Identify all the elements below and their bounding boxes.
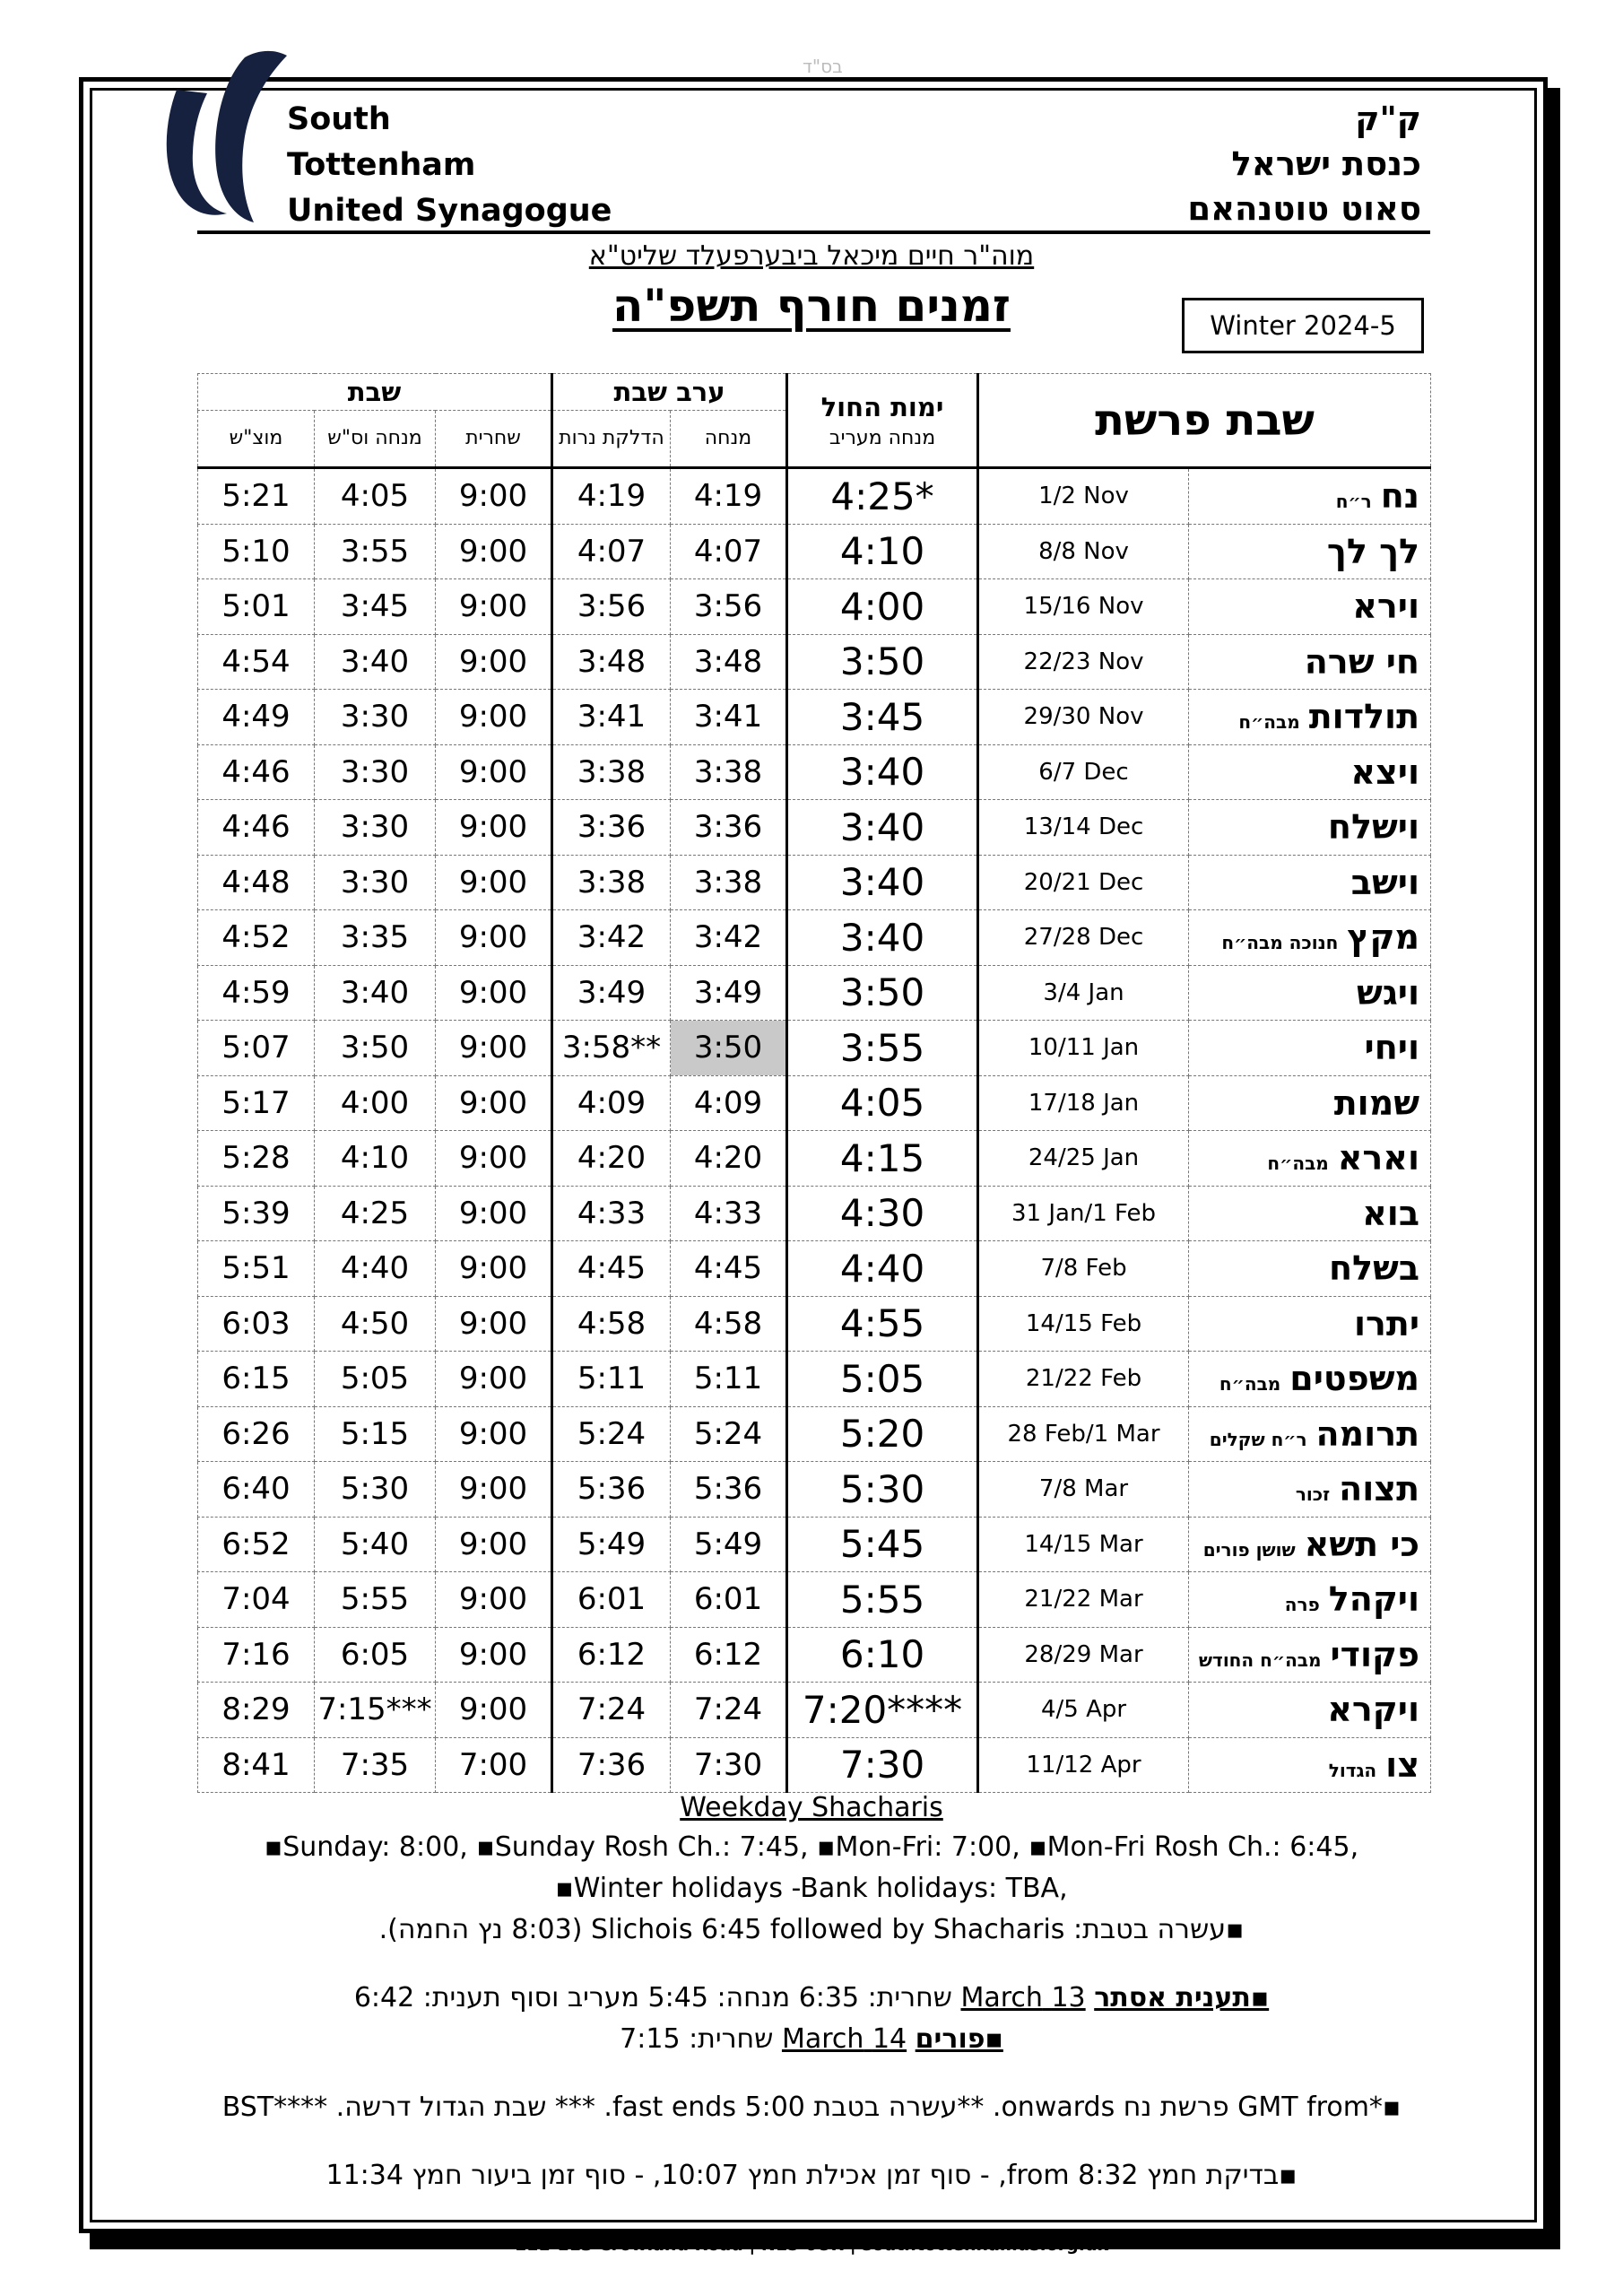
cell-motzash: 5:07: [198, 1021, 315, 1076]
cell-parsha: [1189, 1737, 1431, 1793]
parsha-note: חנוכה מבה״ח: [1221, 932, 1339, 954]
season-label: Winter 2024-5: [1182, 298, 1424, 353]
cell-mincha-shabbos: 6:05: [315, 1627, 436, 1683]
cell-mincha-erev: 4:19: [671, 468, 787, 525]
parsha-name: משפטים: [1289, 1359, 1420, 1399]
cell-parsha: [1189, 468, 1431, 525]
english-name-line-1: South: [287, 101, 391, 137]
cell-date: 29/30 Nov: [978, 690, 1189, 745]
cell-mincha-erev: 5:36: [671, 1462, 787, 1518]
cell-weekday: 4:00: [787, 579, 978, 635]
cell-mincha-shabbos: 5:55: [315, 1572, 436, 1628]
cell-date: 24/25 Jan: [978, 1131, 1189, 1187]
table-row: [198, 579, 1431, 635]
parsha-note: מבה״ח: [1219, 1373, 1281, 1396]
cell-date: 20/21 Dec: [978, 855, 1189, 910]
cell-candle-lighting: 3:36: [552, 800, 671, 856]
cell-parsha: [1189, 1075, 1431, 1131]
cell-mincha-erev: 3:38: [671, 744, 787, 800]
cell-motzash: 4:48: [198, 855, 315, 910]
table-row: [198, 1406, 1431, 1462]
cell-mincha-erev: 3:49: [671, 965, 787, 1021]
cell-mincha-erev: 4:45: [671, 1241, 787, 1297]
cell-motzash: 8:41: [198, 1737, 315, 1793]
cell-weekday: 4:55: [787, 1296, 978, 1352]
parsha-note: פרה: [1284, 1594, 1320, 1616]
hebrew-name: [1187, 97, 1421, 231]
header-mincha: מנחה: [671, 411, 787, 468]
cell-shacharis: 9:00: [436, 965, 552, 1021]
cell-weekday: 5:05: [787, 1352, 978, 1407]
cell-shacharis: 9:00: [436, 524, 552, 579]
cell-candle-lighting: 5:49: [552, 1517, 671, 1572]
cell-mincha-shabbos: 3:50: [315, 1021, 436, 1076]
table-row: [198, 1296, 1431, 1352]
cell-motzash: 5:51: [198, 1241, 315, 1297]
cell-mincha-shabbos: 4:00: [315, 1075, 436, 1131]
parsha-name: וירא: [1352, 587, 1420, 627]
cell-shacharis: 9:00: [436, 468, 552, 525]
cell-motzash: 7:16: [198, 1627, 315, 1683]
cell-weekday: 3:40: [787, 910, 978, 966]
cell-weekday: 4:15: [787, 1131, 978, 1187]
cell-candle-lighting: 3:56: [552, 579, 671, 635]
table-row: [198, 910, 1431, 966]
table-row: [198, 965, 1431, 1021]
cell-parsha: [1189, 800, 1431, 856]
table-row: [198, 1186, 1431, 1241]
parsha-name: ויגש: [1357, 972, 1420, 1013]
cell-weekday: 4:30: [787, 1186, 978, 1241]
cell-mincha-shabbos: 3:35: [315, 910, 436, 966]
cell-mincha-erev: 6:12: [671, 1627, 787, 1683]
parsha-name: וישב: [1350, 862, 1420, 902]
cell-weekday: 3:40: [787, 800, 978, 856]
logo-right-stroke: [215, 51, 287, 222]
parsha-note: מבה״ח: [1238, 711, 1300, 734]
cell-mincha-shabbos: 7:15***: [315, 1683, 436, 1738]
cell-motzash: 5:39: [198, 1186, 315, 1241]
purim-line: [0, 2023, 1623, 2055]
cell-mincha-erev: 4:07: [671, 524, 787, 579]
header-mincha-seudas: מנחה וס"ש: [315, 411, 436, 468]
cell-mincha-erev: 6:01: [671, 1572, 787, 1628]
cell-candle-lighting: 4:33: [552, 1186, 671, 1241]
header-weekday-title: ימות החול: [820, 391, 944, 422]
hebrew-name-line-1: ק"ק: [1355, 100, 1421, 138]
cell-shacharis: 9:00: [436, 1131, 552, 1187]
cell-mincha-erev: 5:49: [671, 1517, 787, 1572]
cell-shacharis: 9:00: [436, 1572, 552, 1628]
table-row: [198, 1352, 1431, 1407]
cell-shacharis: 9:00: [436, 1406, 552, 1462]
cell-parsha: [1189, 1572, 1431, 1628]
table-row: [198, 1517, 1431, 1572]
cell-mincha-shabbos: 4:05: [315, 468, 436, 525]
cell-date: 4/5 Apr: [978, 1683, 1189, 1738]
cell-date: 31 Jan/1 Feb: [978, 1186, 1189, 1241]
cell-shacharis: 9:00: [436, 1296, 552, 1352]
cell-mincha-erev: 4:09: [671, 1075, 787, 1131]
cell-date: 21/22 Feb: [978, 1352, 1189, 1407]
cell-candle-lighting: 3:38: [552, 855, 671, 910]
cell-shacharis: 9:00: [436, 744, 552, 800]
cell-date: 14/15 Mar: [978, 1517, 1189, 1572]
parsha-name: וישלח: [1327, 807, 1420, 848]
footnotes-line: ▪*GMT from פרשת נח onwards. **עשרה בטבת fast ends 5:00. *** שבת הגדול דרשה. ****BST: [221, 2092, 1402, 2123]
winter-holidays-line: ▪Winter holidays -Bank holidays: TBA,: [555, 1873, 1068, 1904]
cell-shacharis: 9:00: [436, 1462, 552, 1518]
taanis-esther-line: [0, 1982, 1623, 2013]
cell-weekday: 3:40: [787, 744, 978, 800]
header-motzash: מוצ"ש: [198, 411, 315, 468]
parsha-name: תצוה: [1339, 1469, 1420, 1509]
cell-parsha: [1189, 634, 1431, 690]
parsha-name: בשלח: [1328, 1248, 1420, 1289]
parsha-name: ויקרא: [1327, 1690, 1420, 1730]
cell-mincha-shabbos: 3:30: [315, 744, 436, 800]
cell-date: 22/23 Nov: [978, 634, 1189, 690]
table-row: [198, 1021, 1431, 1076]
parsha-name: לך לך: [1326, 531, 1420, 571]
rabbi-name: מוה"ר חיים מיכאל ביבערפעלד שליט"א: [588, 240, 1035, 272]
cell-motzash: 8:29: [198, 1683, 315, 1738]
cell-weekday: 4:10: [787, 524, 978, 579]
table-row: [198, 1241, 1431, 1297]
page-title-text: זמנים חורף תשפ"ה: [612, 280, 1011, 332]
cell-motzash: 4:59: [198, 965, 315, 1021]
purim-date: 14 March: [781, 2023, 907, 2055]
cell-mincha-shabbos: 5:40: [315, 1517, 436, 1572]
cell-weekday: 5:55: [787, 1572, 978, 1628]
parsha-name: שמות: [1333, 1083, 1420, 1123]
cell-date: 13/14 Dec: [978, 800, 1189, 856]
cell-candle-lighting: 5:11: [552, 1352, 671, 1407]
cell-mincha-shabbos: 3:30: [315, 690, 436, 745]
cell-parsha: [1189, 1683, 1431, 1738]
cell-shacharis: 9:00: [436, 1352, 552, 1407]
cell-mincha-erev: 3:36: [671, 800, 787, 856]
cell-candle-lighting: 4:07: [552, 524, 671, 579]
table-row: [198, 800, 1431, 856]
cell-date: 11/12 Apr: [978, 1737, 1189, 1793]
cell-mincha-shabbos: 3:45: [315, 579, 436, 635]
cell-candle-lighting: 4:45: [552, 1241, 671, 1297]
cell-candle-lighting: 3:42: [552, 910, 671, 966]
cell-mincha-erev: 3:42: [671, 910, 787, 966]
cell-mincha-erev: 3:38: [671, 855, 787, 910]
cell-mincha-shabbos: 4:40: [315, 1241, 436, 1297]
cell-motzash: 6:26: [198, 1406, 315, 1462]
parsha-note: ר״ח: [1335, 491, 1372, 513]
cell-parsha: [1189, 1131, 1431, 1187]
cell-date: 28 Feb/1 Mar: [978, 1406, 1189, 1462]
cell-shacharis: 9:00: [436, 910, 552, 966]
cell-date: 27/28 Dec: [978, 910, 1189, 966]
english-name-line-2: Tottenham: [287, 147, 476, 183]
cell-shacharis: 7:00: [436, 1737, 552, 1793]
header-weekday-sub: מנחה מעריב: [829, 426, 936, 449]
cell-date: 1/2 Nov: [978, 468, 1189, 525]
cell-mincha-erev: 3:41: [671, 690, 787, 745]
cell-mincha-shabbos: 7:35: [315, 1737, 436, 1793]
header-erev-shabbos: ערב שבת: [552, 374, 787, 411]
cell-candle-lighting: 4:09: [552, 1075, 671, 1131]
cell-mincha-erev: 7:24: [671, 1683, 787, 1738]
cell-motzash: 6:52: [198, 1517, 315, 1572]
cell-parsha: [1189, 1627, 1431, 1683]
taanis-esther-label: ▪תענית אסתר: [1094, 1982, 1270, 2013]
parsha-name: נח: [1380, 476, 1420, 517]
parsha-name: יתרו: [1353, 1303, 1420, 1344]
rabbi-line: [0, 240, 1623, 272]
table-row: [198, 1075, 1431, 1131]
table-row: [198, 744, 1431, 800]
times-table: [197, 373, 1431, 1793]
cell-candle-lighting: 5:36: [552, 1462, 671, 1518]
cell-weekday: 5:45: [787, 1517, 978, 1572]
cell-date: 21/22 Mar: [978, 1572, 1189, 1628]
cell-mincha-erev: 5:24: [671, 1406, 787, 1462]
hebrew-name-line-3: סאוט טוטנהאם: [1187, 189, 1421, 228]
cell-motzash: 4:54: [198, 634, 315, 690]
cell-mincha-erev: 3:56: [671, 579, 787, 635]
cell-motzash: 6:03: [198, 1296, 315, 1352]
table-row: [198, 1683, 1431, 1738]
table-row: [198, 634, 1431, 690]
cell-motzash: 6:15: [198, 1352, 315, 1407]
asara-beteves-line: ▪עשרה בטבת: Slichois 6:45 followed by Shacharis (8:03 נץ החמה).: [378, 1914, 1245, 1945]
cell-shacharis: 9:00: [436, 1241, 552, 1297]
cell-candle-lighting: 6:01: [552, 1572, 671, 1628]
cell-parsha: [1189, 579, 1431, 635]
bedikas-chametz-line: ▪בדיקת חמץ from 8:32, - סוף זמן אכילת חמץ 10:07, - סוף זמן ביעור חמץ 11:34: [325, 2160, 1298, 2191]
cell-shacharis: 9:00: [436, 1075, 552, 1131]
table-row: [198, 1737, 1431, 1793]
cell-mincha-erev: 4:20: [671, 1131, 787, 1187]
cell-shacharis: 9:00: [436, 1021, 552, 1076]
cell-shacharis: 9:00: [436, 1186, 552, 1241]
cell-mincha-erev: 5:11: [671, 1352, 787, 1407]
cell-date: 15/16 Nov: [978, 579, 1189, 635]
cell-weekday: 4:40: [787, 1241, 978, 1297]
cell-motzash: 4:52: [198, 910, 315, 966]
parsha-name: בוא: [1362, 1193, 1420, 1233]
cell-parsha: [1189, 1021, 1431, 1076]
cell-shacharis: 9:00: [436, 1517, 552, 1572]
table-row: [198, 1462, 1431, 1518]
parsha-name: מקץ: [1347, 918, 1420, 958]
cell-motzash: 7:04: [198, 1572, 315, 1628]
cell-shacharis: 9:00: [436, 1683, 552, 1738]
cell-weekday: 3:50: [787, 634, 978, 690]
cell-weekday: 3:45: [787, 690, 978, 745]
header-shacharis: שחרית: [436, 411, 552, 468]
weekday-times-line: ▪Sunday: 8:00, ▪Sunday Rosh Ch.: 7:45, ▪Mon-Fri: 7:00, ▪Mon-Fri Rosh Ch.: 6:45,: [264, 1831, 1359, 1863]
parsha-name: צו: [1385, 1744, 1420, 1785]
cell-date: 28/29 Mar: [978, 1627, 1189, 1683]
cell-parsha: [1189, 1406, 1431, 1462]
cell-weekday: 3:55: [787, 1021, 978, 1076]
cell-weekday: 3:40: [787, 855, 978, 910]
cell-weekday: 7:20****: [787, 1683, 978, 1738]
english-name: [287, 97, 612, 234]
cell-motzash: 4:49: [198, 690, 315, 745]
cell-candle-lighting: 3:38: [552, 744, 671, 800]
cell-candle-lighting: 7:24: [552, 1683, 671, 1738]
header-shabbos: שבת: [198, 374, 552, 411]
parsha-name: חי שרה: [1304, 641, 1420, 682]
cell-parsha: [1189, 1352, 1431, 1407]
cell-motzash: 5:01: [198, 579, 315, 635]
cell-candle-lighting: 6:12: [552, 1627, 671, 1683]
parsha-note: הגדול: [1328, 1759, 1377, 1781]
cell-candle-lighting: 7:36: [552, 1737, 671, 1793]
header-weekday: [787, 374, 978, 468]
table-row: [198, 468, 1431, 525]
cell-parsha: [1189, 690, 1431, 745]
cell-mincha-erev: 4:33: [671, 1186, 787, 1241]
table-row: [198, 855, 1431, 910]
cell-date: 10/11 Jan: [978, 1021, 1189, 1076]
weekday-shacharis-heading: Weekday Shacharis: [680, 1792, 943, 1823]
cell-motzash: 5:28: [198, 1131, 315, 1187]
cell-mincha-erev: 7:30: [671, 1737, 787, 1793]
parsha-name: פקודי: [1330, 1634, 1420, 1674]
purim-label: ▪פורים: [915, 2023, 1003, 2055]
cell-shacharis: 9:00: [436, 690, 552, 745]
cell-mincha-shabbos: 3:40: [315, 965, 436, 1021]
table-row: [198, 1627, 1431, 1683]
cell-mincha-shabbos: 4:50: [315, 1296, 436, 1352]
parsha-name: תולדות: [1308, 697, 1420, 737]
cell-parsha: [1189, 910, 1431, 966]
cell-shacharis: 9:00: [436, 579, 552, 635]
cell-mincha-erev: 3:48: [671, 634, 787, 690]
cell-motzash: 5:10: [198, 524, 315, 579]
parsha-note: מבה״ח: [1267, 1152, 1329, 1175]
cell-parsha: [1189, 1186, 1431, 1241]
parsha-name: ויחי: [1364, 1028, 1420, 1068]
cell-candle-lighting: 3:41: [552, 690, 671, 745]
cell-parsha: [1189, 855, 1431, 910]
parsha-name: ויצא: [1350, 752, 1420, 792]
cell-candle-lighting: 4:20: [552, 1131, 671, 1187]
cell-shacharis: 9:00: [436, 855, 552, 910]
cell-candle-lighting: 3:49: [552, 965, 671, 1021]
cell-mincha-shabbos: 3:30: [315, 855, 436, 910]
cell-mincha-shabbos: 3:40: [315, 634, 436, 690]
parsha-note: זכור: [1295, 1483, 1331, 1506]
cell-parsha: [1189, 965, 1431, 1021]
cell-date: 17/18 Jan: [978, 1075, 1189, 1131]
cell-mincha-shabbos: 5:30: [315, 1462, 436, 1518]
header-divider: [197, 230, 1430, 234]
cell-mincha-erev: 3:50: [671, 1021, 787, 1076]
cell-weekday: 4:25*: [787, 468, 978, 525]
cell-parsha: [1189, 744, 1431, 800]
cell-date: 6/7 Dec: [978, 744, 1189, 800]
cell-parsha: [1189, 1517, 1431, 1572]
table-row: [198, 1131, 1431, 1187]
cell-mincha-shabbos: 3:30: [315, 800, 436, 856]
address-footer: 111-113 Crowland Road | N15 6UR | southtottenhamus.org.uk: [514, 2235, 1109, 2255]
cell-parsha: [1189, 1296, 1431, 1352]
parsha-note: ר״ח שקלים: [1209, 1428, 1307, 1450]
cell-date: 14/15 Feb: [978, 1296, 1189, 1352]
cell-parsha: [1189, 1241, 1431, 1297]
top-mark: בס"ד: [803, 56, 843, 77]
parsha-name: תרומה: [1315, 1413, 1420, 1454]
cell-motzash: 5:17: [198, 1075, 315, 1131]
cell-weekday: 4:05: [787, 1075, 978, 1131]
parsha-note: מבה״ח החודש: [1198, 1648, 1322, 1671]
cell-shacharis: 9:00: [436, 1627, 552, 1683]
cell-motzash: 4:46: [198, 800, 315, 856]
cell-shacharis: 9:00: [436, 800, 552, 856]
parsha-name: וארא: [1337, 1138, 1420, 1178]
cell-mincha-erev: 4:58: [671, 1296, 787, 1352]
cell-weekday: 3:50: [787, 965, 978, 1021]
parsha-name: כי תשא: [1304, 1524, 1420, 1564]
parsha-note: שושן פורים: [1202, 1538, 1296, 1561]
cell-mincha-shabbos: 3:55: [315, 524, 436, 579]
taanis-esther-date: 13 March: [960, 1982, 1086, 2013]
cell-candle-lighting: 4:19: [552, 468, 671, 525]
cell-weekday: 6:10: [787, 1627, 978, 1683]
cell-shacharis: 9:00: [436, 634, 552, 690]
cell-motzash: 5:21: [198, 468, 315, 525]
cell-parsha: [1189, 1462, 1431, 1518]
cell-date: 3/4 Jan: [978, 965, 1189, 1021]
cell-weekday: 5:20: [787, 1406, 978, 1462]
cell-candle-lighting: 5:24: [552, 1406, 671, 1462]
cell-mincha-shabbos: 4:25: [315, 1186, 436, 1241]
cell-date: 7/8 Feb: [978, 1241, 1189, 1297]
cell-date: 7/8 Mar: [978, 1462, 1189, 1518]
cell-weekday: 7:30: [787, 1737, 978, 1793]
cell-parsha: [1189, 524, 1431, 579]
synagogue-logo: [157, 47, 291, 226]
table-row: [198, 690, 1431, 745]
english-name-line-3: United Synagogue: [287, 193, 612, 229]
header-parsha: שבת פרשת: [978, 374, 1431, 468]
cell-mincha-shabbos: 5:05: [315, 1352, 436, 1407]
cell-date: 8/8 Nov: [978, 524, 1189, 579]
cell-mincha-shabbos: 5:15: [315, 1406, 436, 1462]
cell-candle-lighting: 4:58: [552, 1296, 671, 1352]
cell-candle-lighting: 3:48: [552, 634, 671, 690]
hebrew-name-line-2: כנסת ישראל: [1231, 144, 1421, 183]
table-row: [198, 524, 1431, 579]
cell-candle-lighting: 3:58**: [552, 1021, 671, 1076]
cell-motzash: 6:40: [198, 1462, 315, 1518]
parsha-name: ויקהל: [1328, 1579, 1420, 1620]
header-candle-lighting: הדלקת נרות: [552, 411, 671, 468]
cell-motzash: 4:46: [198, 744, 315, 800]
table-body: [198, 468, 1431, 1793]
cell-mincha-shabbos: 4:10: [315, 1131, 436, 1187]
table-row: [198, 1572, 1431, 1628]
purim-times: שחרית: 7:15: [620, 2023, 774, 2055]
cell-weekday: 5:30: [787, 1462, 978, 1518]
taanis-esther-times: שחרית: 6:35 מנחה: 5:45 מעריב וסוף תענית: 6:42: [353, 1982, 952, 2013]
